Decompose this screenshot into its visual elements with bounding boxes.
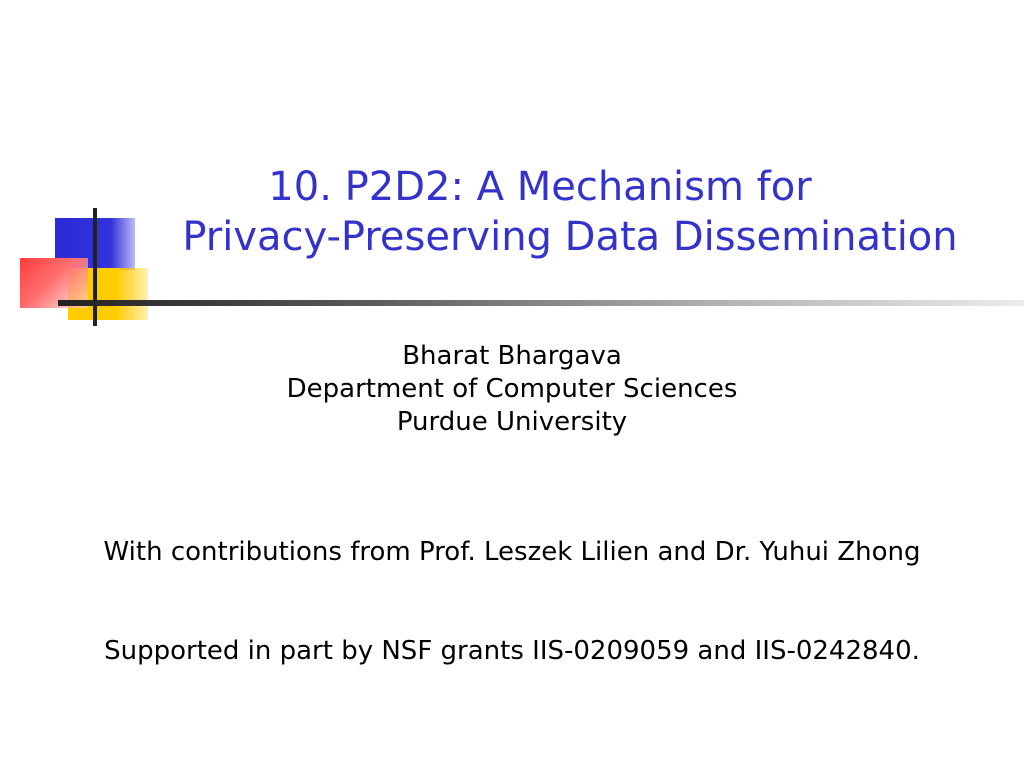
decorative-vertical-line	[93, 208, 97, 326]
title-line-2: Privacy-Preserving Data Dissemination	[182, 214, 958, 260]
decorative-horizontal-rule	[58, 300, 1024, 306]
university-name: Purdue University	[396, 407, 628, 437]
department-name: Department of Computer Sciences	[286, 374, 738, 404]
author-block	[0, 340, 1024, 439]
contributions-note: With contributions from Prof. Leszek Lilien and Dr. Yuhui Zhong	[103, 537, 921, 567]
support-note: Supported in part by NSF grants IIS-0209059 and IIS-0242840.	[104, 636, 920, 666]
author-name: Bharat Bhargava	[402, 341, 622, 371]
slide-title	[130, 162, 1010, 262]
title-line-1: 10. P2D2: A Mechanism for	[268, 164, 812, 210]
